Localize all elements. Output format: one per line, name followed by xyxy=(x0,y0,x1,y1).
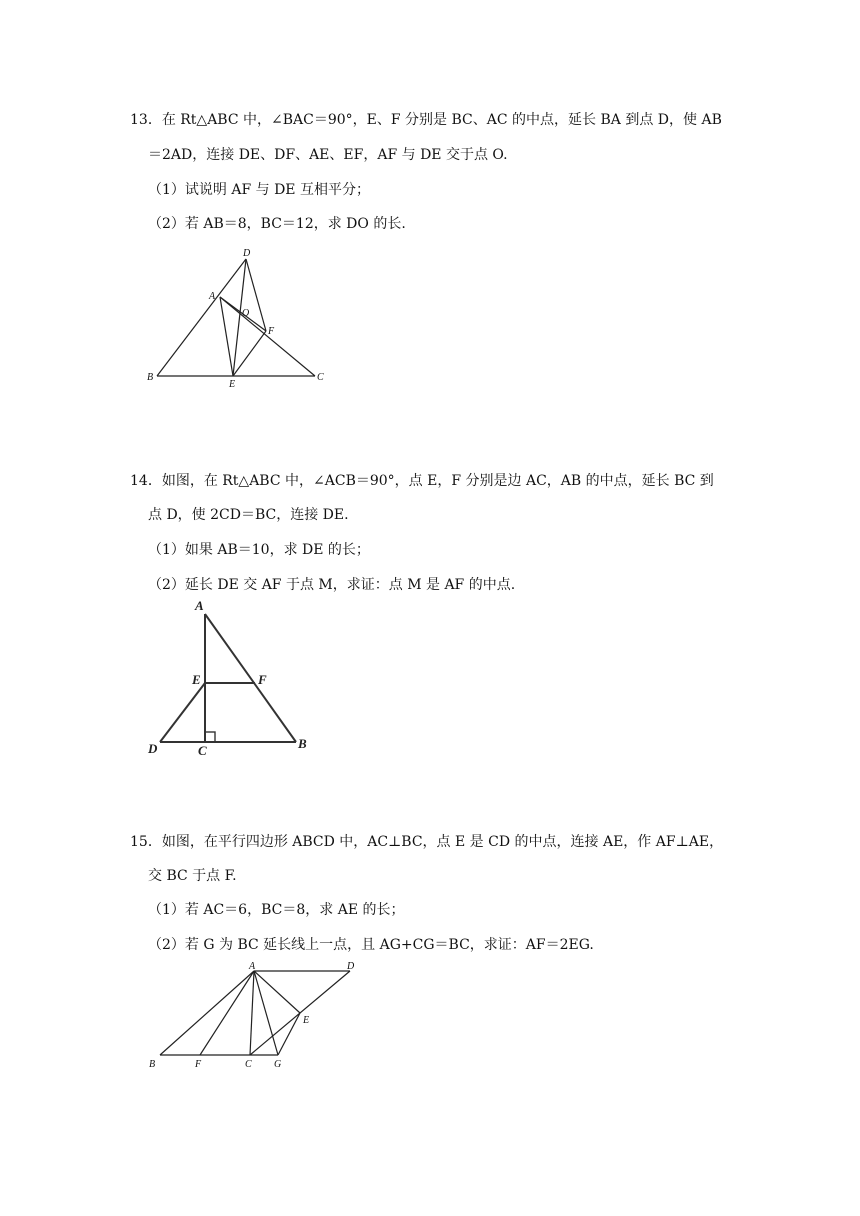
fig13-label-E: E xyxy=(229,379,236,390)
fig15-label-E: E xyxy=(303,1015,310,1026)
problem-15-part-1: （1）若 AC＝6，BC＝8，求 AE 的长； xyxy=(148,902,405,918)
problem-14-part-2: （2）延长 DE 交 AF 于点 M，求证：点 M 是 AF 的中点. xyxy=(148,577,516,593)
fig15-label-B: B xyxy=(149,1059,156,1070)
problem-14-figure xyxy=(140,595,320,760)
fig13-label-D: D xyxy=(243,248,251,259)
fig15-label-G: G xyxy=(274,1059,282,1070)
fig15-label-F: F xyxy=(195,1059,202,1070)
fig14-label-F: F xyxy=(258,672,267,687)
fig13-label-F: F xyxy=(268,326,275,337)
fig13-label-C: C xyxy=(317,372,324,383)
problem-13-line-1: 13．在 Rt△ABC 中，∠BAC＝90°，E、F 分别是 BC、AC 的中点，延长 BA 到点 D，使 AB xyxy=(130,112,722,128)
fig14-label-E: E xyxy=(192,672,201,687)
fig14-label-A: A xyxy=(195,598,204,613)
problem-14-part-1: （1）如果 AB＝10，求 DE 的长； xyxy=(148,542,370,558)
problem-13-part-1: （1）试说明 AF 与 DE 互相平分； xyxy=(148,182,370,198)
fig15-label-C: C xyxy=(245,1059,252,1070)
fig15-label-D: D xyxy=(347,961,355,972)
fig14-label-C: C xyxy=(198,743,207,758)
fig14-label-D: D xyxy=(148,741,158,756)
problem-13-figure xyxy=(140,240,340,395)
fig13-label-A: A xyxy=(209,291,216,302)
fig14-label-B: B xyxy=(298,736,307,751)
problem-15-figure xyxy=(140,955,370,1075)
problem-14-line-2: 点 D，使 2CD＝BC，连接 DE. xyxy=(148,507,349,523)
fig15-label-A: A xyxy=(249,961,256,972)
fig13-label-B: B xyxy=(147,372,154,383)
problem-14-line-1: 14．如图，在 Rt△ABC 中，∠ACB＝90°，点 E，F 分别是边 AC，AB 的中点，延长 BC 到 xyxy=(130,473,714,489)
problem-13-part-2: （2）若 AB＝8，BC＝12，求 DO 的长. xyxy=(148,216,406,232)
problem-15-line-1: 15．如图，在平行四边形 ABCD 中，AC⊥BC，点 E 是 CD 的中点，连接 AE，作 AF⊥AE， xyxy=(130,834,724,850)
problem-13-line-2: ＝2AD，连接 DE、DF、AE、EF，AF 与 DE 交于点 O. xyxy=(148,147,508,163)
problem-15-part-2: （2）若 G 为 BC 延长线上一点，且 AG+CG＝BC，求证：AF＝2EG. xyxy=(148,937,594,953)
fig13-label-O: O xyxy=(242,308,250,319)
problem-15-line-2: 交 BC 于点 F. xyxy=(148,868,237,884)
